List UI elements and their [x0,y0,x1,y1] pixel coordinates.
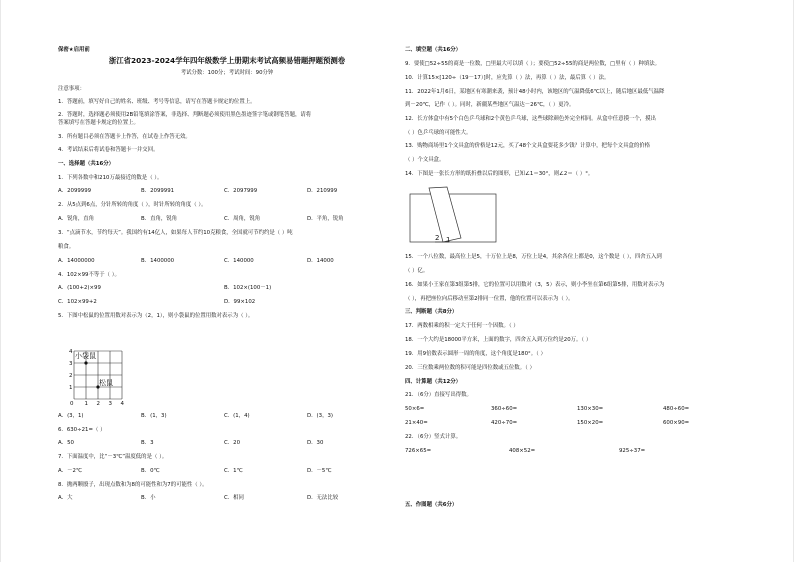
calc-item: 408×52= [509,448,536,454]
notes-item: 答案填写在答题卡规定的位置上。 [58,120,139,126]
grid-x-tick: 2 [96,401,100,407]
q7-option-a[interactable]: A．－2℃ [58,468,82,474]
grid-origin-label: 0 [70,401,74,407]
question-13-line2: （ ）个文具盒。 [405,157,445,163]
notes-item: 4．考试结束后将试卷和答题卡一并交回。 [58,147,159,153]
q1-option-a[interactable]: A．2099999 [58,188,92,194]
question-9: 9．要使□52÷55的商是一位数，□里最大可以填（ ）；要使□52÷55的商是两位数，□里有（ ）种填法。 [405,61,661,67]
question-16-line1: 16．如果小王家在第3组第5排，它的位置可以用数对（3，5）表示，则小李坐在第6组第5排，用数对表示为 [405,282,665,288]
q1-option-b[interactable]: B．2099991 [141,188,175,194]
q6-option-a[interactable]: A．50 [58,440,74,446]
q7-option-d[interactable]: D．－5℃ [307,468,332,474]
question-3-cont: 粮食。 [58,244,75,250]
question-2: 2．从5点到6点，分针所转的角度（ ），时针所转的角度（ ）。 [58,202,207,208]
grid-y-tick: 4 [69,349,73,355]
question-8: 8．抛两颗骰子，出现点数和为8的可能性和为7的可能性（ ）。 [58,482,208,488]
exam-title: 浙江省2023-2024学年四年级数学上册期末考试高频易错题押题预测卷 [108,56,346,65]
q6-option-c[interactable]: C．20 [224,440,241,446]
section-5-heading: 五、作图题（共6分） [405,502,458,508]
folded-paper-figure [409,186,499,248]
calc-item: 726×65= [405,448,432,454]
coordinate-grid-figure [64,336,136,408]
q5-option-a[interactable]: A．(3，1) [58,413,84,419]
q8-option-b[interactable]: B．小 [141,495,156,501]
squirrel-label: 松鼠 [99,379,113,387]
question-4: 4．102×99不等于（ ）。 [58,272,120,278]
notes-item: 2．答题时，选择题必须使用2B铅笔填涂答案，非选择、判断题必须使用黑色墨迹签字笔或钢笔答题，请将 [58,112,312,118]
calc-item: 420÷70= [491,420,518,426]
q2-option-c[interactable]: C．周角，锐角 [224,216,261,222]
notes-item: 1．答题前，填写好自己的姓名、班级、考号等信息，请写在答题卡规定的位置上。 [58,99,256,105]
question-16-line2: （ ），再把座位向后移动至第2排同一位置，他的位置可以表示为（ ）。 [405,296,574,302]
kangaroo-point [84,361,87,364]
q3-option-a[interactable]: A．14000000 [58,258,95,264]
notes-item: 3．所有题目必须在答题卡上作答，在试卷上作答无效。 [58,134,191,140]
question-18: 18．一个大约是18000平方米，上面的数字，四舍五入到万位约是20万。（ ） [405,337,592,343]
calc-item: 925÷37= [619,448,646,454]
question-7: 7．下面温度中，比“－3℃”温度低的是（ ）。 [58,454,168,460]
grid-y-tick: 1 [69,385,73,391]
calc-item: 130×30= [577,406,604,412]
question-22: 22．（6分）竖式计算。 [405,434,462,440]
question-3: 3．“点滴节水，节约每天”。我国约有14亿人，如果每人节约10克粮食，全国就可节约约是（ ）吨 [58,230,293,236]
question-13-line1: 13．购物商场里1个文具盒的价格是12元，买了48个文具盒要花多少钱？计算中，把每个文具盒的价格 [405,143,651,149]
q5-option-c[interactable]: C．(1，4) [224,413,250,419]
grid-x-tick: 3 [108,401,112,407]
section-3-heading: 三、判断题（共8分） [405,309,458,315]
q6-option-d[interactable]: D．30 [307,440,324,446]
question-15-line1: 15．一个八位数，最高位上是5，十万位上是8，万位上是4，其余各位上都是0，这个数是（ ），四舍五入到 [405,254,662,260]
calc-item: 50×6= [405,406,425,412]
q4-option-d[interactable]: D．99×102 [224,299,256,305]
angle-1-label: 1 [446,236,451,244]
question-21: 21．（6分）直接写出得数。 [405,392,472,398]
q6-option-b[interactable]: B．3 [141,440,154,446]
grid-x-tick: 4 [120,401,124,407]
secret-label: 保密★启用前 [58,47,90,53]
q1-option-d[interactable]: D．210999 [307,188,338,194]
q5-option-d[interactable]: D．(3，3) [307,413,333,419]
question-20: 20．三位数乘两位数的积可能是四位数或五位数。（ ） [405,365,535,371]
question-19: 19．用9倍数表示圆形一周的角度，这个角度是180°。（ ） [405,351,546,357]
calc-item: 150×20= [577,420,604,426]
question-15-line2: （ ）亿。 [405,268,429,274]
q7-option-b[interactable]: B．0℃ [141,468,160,474]
q2-option-a[interactable]: A．锐角，直角 [58,216,95,222]
q2-option-b[interactable]: B．直角，锐角 [141,216,178,222]
question-12-line2: （ ）色乒乓球的可能性大。 [405,130,472,136]
grid-y-tick: 3 [69,361,73,367]
q5-option-b[interactable]: B．(1，3) [141,413,167,419]
section-2-heading: 二、填空题（共16分） [405,47,462,53]
calc-item: 21×40= [405,420,428,426]
page-edge-left [0,0,1,562]
q2-option-d[interactable]: D．平角，锐角 [307,216,344,222]
q4-option-c[interactable]: C．102×99+2 [58,299,97,305]
calc-item: 600×90= [663,420,690,426]
notes-heading: 注意事项： [58,86,85,92]
q3-option-d[interactable]: D．14000 [307,258,334,264]
q4-option-a[interactable]: A．(100+2)×99 [58,285,101,291]
question-12-line1: 12．长方体盒中有5个白色乒乓球和2个黄色乒乓球，这些球除颜色外完全相同。从盒中任意摸一个，摸出 [405,116,656,122]
question-1: 1．下列各数中和210万最接近的数是（ ）。 [58,175,163,181]
question-14: 14．下图是一张长方形的纸折叠以后的图形，已知∠1＝30°，则∠2＝（ ）°。 [405,171,594,177]
angle-2-label: 2 [435,234,440,242]
question-10: 10．计算15×[120÷（19－17）]时，应先算（ ）法，再算（ ）法，最后算（ ）法。 [405,75,610,81]
grid-y-tick: 2 [69,373,73,379]
q3-option-b[interactable]: B．1400000 [141,258,175,264]
q4-option-b[interactable]: B．102×(100－1) [224,285,272,291]
q7-option-c[interactable]: C．1℃ [224,468,243,474]
question-11-line2: 到－20℃，记作（ ）。同时，新疆某些地区气温达－26℃，（ ）更冷。 [405,102,575,108]
q8-option-d[interactable]: D．无法比较 [307,495,339,501]
q1-option-c[interactable]: C．2097999 [224,188,258,194]
grid-x-tick: 1 [84,401,88,407]
question-17: 17．两数相乘的积一定大于任何一个因数。（ ） [405,323,519,329]
calc-item: 480÷60= [663,406,690,412]
question-5: 5．下图中松鼠的位置用数对表示为（2，1），则小袋鼠的位置用数对表示为（ ）。 [58,313,254,319]
calc-item: 360÷60= [491,406,518,412]
exam-info: 考试分数：100分；考试时间：90分钟 [180,70,274,76]
kangaroo-label: 小袋鼠 [75,352,96,360]
q8-option-c[interactable]: C．相同 [224,495,244,501]
q3-option-c[interactable]: C．140000 [224,258,254,264]
section-1-heading: 一、选择题（共16分） [58,161,115,167]
question-6: 6．630÷21=（ ） [58,427,106,433]
section-4-heading: 四、计算题（共12分） [405,379,462,385]
q8-option-a[interactable]: A．大 [58,495,73,501]
question-11-line1: 11．2022年1月6日，某地区有寒潮来袭，预计48小时内，该地区的气温降低6℃以上，随后地区最低气温降 [405,89,665,95]
